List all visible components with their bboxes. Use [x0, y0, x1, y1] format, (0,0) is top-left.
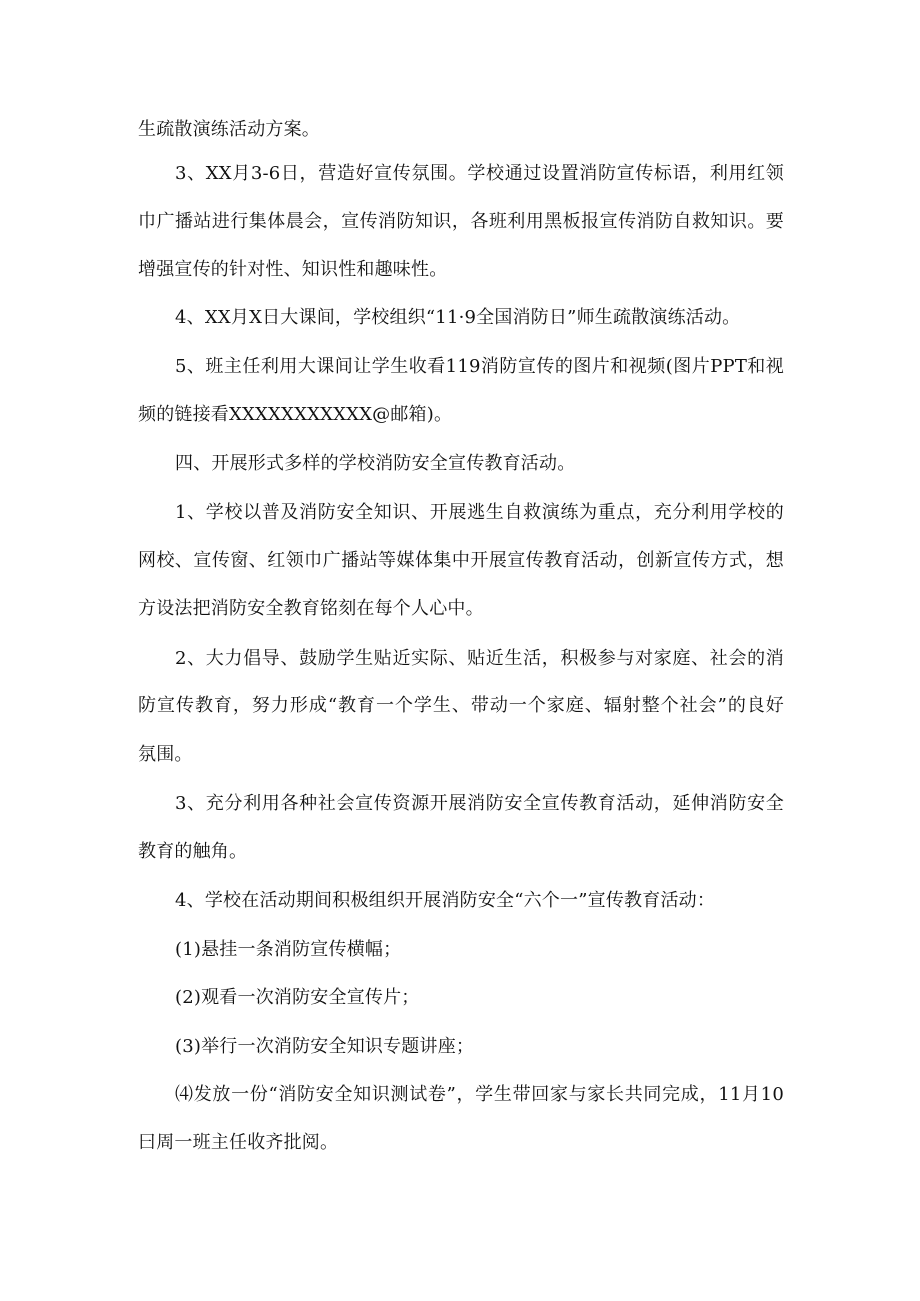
- text-line: 3、XX月3-6日，营造好宣传氛围。学校通过设置消防宣传标语，利用红领: [175, 163, 784, 184]
- text-line: 教育的触角。: [138, 841, 248, 862]
- text-line: 生疏散演练活动方案。: [138, 119, 320, 140]
- list-item: (2)观看一次消防安全宣传片；: [175, 987, 420, 1008]
- text-line: 1、学校以普及消防安全知识、开展逃生自救演练为重点，充分利用学校的: [175, 502, 784, 523]
- text-line: 巾广播站进行集体晨会，宣传消防知识，各班利用黑板报宣传消防自救知识。要: [138, 211, 784, 232]
- text-line: 5、班主任利用大课间让学生收看119消防宣传的图片和视频(图片PPT和视: [175, 356, 784, 377]
- text-line: 曰周一班主任收齐批阅。: [138, 1132, 339, 1153]
- text-line: 氛围。: [138, 744, 193, 765]
- text-line: 防宣传教育，努力形成“教育一个学生、带动一个家庭、辐射整个社会”的良好: [138, 695, 784, 716]
- list-item: (3)举行一次消防安全知识专题讲座；: [175, 1036, 475, 1057]
- text-line: 网校、宣传窗、红领巾广播站等媒体集中开展宣传教育活动，创新宣传方式，想: [138, 550, 784, 571]
- text-line: 增强宣传的针对性、知识性和趣味性。: [138, 259, 448, 280]
- text-line: 2、大力倡导、鼓励学生贴近实际、贴近生活，积极参与对家庭、社会的消: [175, 648, 784, 669]
- list-item: (1)悬挂一条消防宣传横幅；: [175, 939, 402, 960]
- text-line: 4、XX月X日大课间，学校组织“11·9全国消防日”师生疏散演练活动。: [175, 307, 741, 328]
- section-heading: 四、开展形式多样的学校消防安全宣传教育活动。: [175, 453, 576, 474]
- text-line: 4、学校在活动期间积极组织开展消防安全“六个一”宣传教育活动：: [175, 890, 716, 911]
- list-item: ⑷发放一份“消防安全知识测试卷”，学生带回家与家长共同完成，11月10: [175, 1084, 784, 1105]
- text-line: 方设法把消防安全教育铭刻在每个人心中。: [138, 598, 484, 619]
- text-line: 3、充分利用各种社会宣传资源开展消防安全宣传教育活动，延伸消防安全: [175, 793, 784, 814]
- text-line: 频的链接看XXXXXXXXXXX@邮箱)。: [138, 404, 453, 425]
